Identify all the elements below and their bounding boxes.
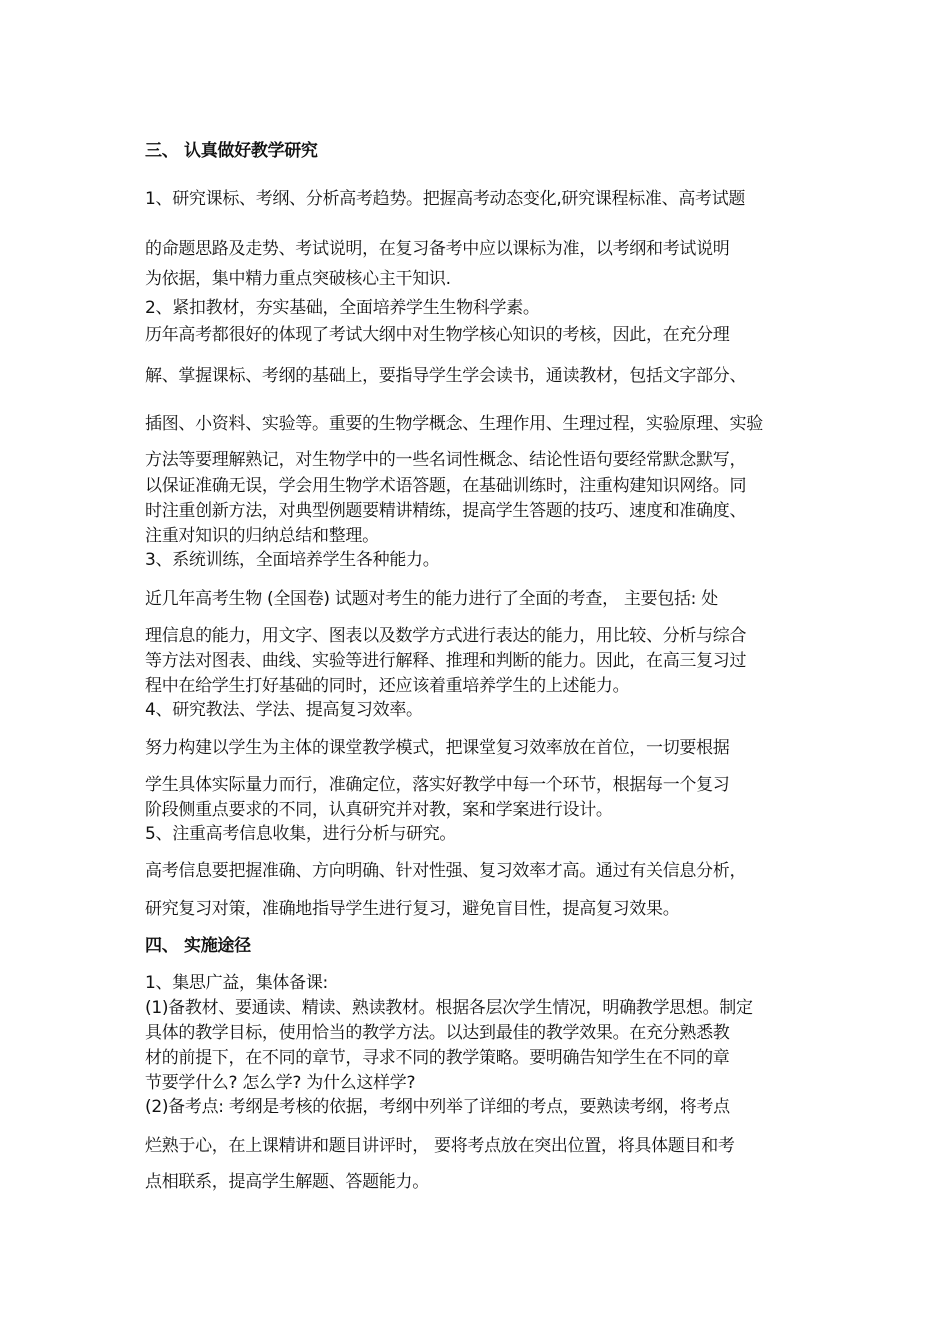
paragraph-line: 努力构建以学生为主体的课堂教学模式，把课堂复习效率放在首位，一切要根据	[145, 738, 730, 758]
paragraph-line: 历年高考都很好的体现了考试大纲中对生物学核心知识的考核，因此，在充分理	[145, 325, 730, 345]
paragraph-line: 具体的教学目标，使用恰当的教学方法。以达到最佳的教学效果。在充分熟悉教	[145, 1023, 730, 1043]
paragraph-line: 插图、小资料、实验等。重要的生物学概念、生理作用、生理过程，实验原理、实验	[145, 414, 763, 434]
paragraph-line: 理信息的能力，用文字、图表以及数学方式进行表达的能力，用比较、分析与综合	[145, 626, 747, 646]
paragraph-line: 解、掌握课标、考纲的基础上，要指导学生学会读书，通读教材，包括文字部分、	[145, 366, 747, 386]
paragraph-line: 高考信息要把握准确、方向明确、针对性强、复习效率才高。通过有关信息分析，	[145, 861, 747, 881]
paragraph-line: 以保证准确无误，学会用生物学术语答题，在基础训练时，注重构建知识网络。同	[145, 476, 747, 496]
paragraph-line: 方法等要理解熟记，对生物学中的一些名词性概念、结论性语句要经常默念默写，	[145, 450, 747, 470]
paragraph-line: 学生具体实际量力而行，准确定位，落实好教学中每一个环节，根据每一个复习	[145, 775, 730, 795]
paragraph-line: 点相联系，提高学生解题、答题能力。	[145, 1172, 429, 1192]
paragraph-line: (2)备考点: 考纲是考核的依据，考纲中列举了详细的考点，要熟读考纲，将考点	[145, 1097, 730, 1117]
paragraph-line: 注重对知识的归纳总结和整理。	[145, 526, 379, 546]
paragraph-line: 材的前提下，在不同的章节，寻求不同的教学策略。要明确告知学生在不同的章	[145, 1048, 730, 1068]
paragraph-line: 3、系统训练，全面培养学生各种能力。	[145, 550, 440, 570]
paragraph-line: 5、注重高考信息收集，进行分析与研究。	[145, 824, 457, 844]
paragraph-line: 节要学什么? 怎么学? 为什么这样学?	[145, 1073, 416, 1093]
paragraph-line: 研究复习对策，准确地指导学生进行复习，避免盲目性，提高复习效果。	[145, 899, 680, 919]
paragraph-line: 等方法对图表、曲线、实验等进行解释、推理和判断的能力。因此，在高三复习过	[145, 651, 747, 671]
paragraph-line: 阶段侧重点要求的不同，认真研究并对教，案和学案进行设计。	[145, 800, 613, 820]
paragraph-line: (1)备教材、要通读、精读、熟读教材。根据各层次学生情况，明确教学思想。制定	[145, 998, 753, 1018]
paragraph-line: 4、研究教法、学法、提高复习效率。	[145, 700, 423, 720]
section-heading: 四、 实施途径	[145, 936, 251, 956]
section-heading: 三、 认真做好教学研究	[145, 141, 318, 161]
paragraph-line: 烂熟于心，在上课精讲和题目讲评时， 要将考点放在突出位置，将具体题目和考	[145, 1136, 735, 1156]
paragraph-line: 1、研究课标、考纲、分析高考趋势。把握高考动态变化,研究课程标准、高考试题	[145, 189, 746, 209]
paragraph-line: 1、集思广益，集体备课:	[145, 973, 328, 993]
paragraph-line: 2、紧扣教材，夯实基础，全面培养学生生物科学素。	[145, 298, 540, 318]
paragraph-line: 为依据，集中精力重点突破核心主干知识.	[145, 269, 451, 289]
paragraph-line: 的命题思路及走势、考试说明，在复习备考中应以课标为准，以考纲和考试说明	[145, 239, 730, 259]
paragraph-line: 时注重创新方法，对典型例题要精讲精练，提高学生答题的技巧、速度和准确度、	[145, 501, 747, 521]
paragraph-line: 近几年高考生物 (全国卷) 试题对考生的能力进行了全面的考查， 主要包括: 处	[145, 589, 718, 609]
paragraph-line: 程中在给学生打好基础的同时，还应该着重培养学生的上述能力。	[145, 676, 630, 696]
